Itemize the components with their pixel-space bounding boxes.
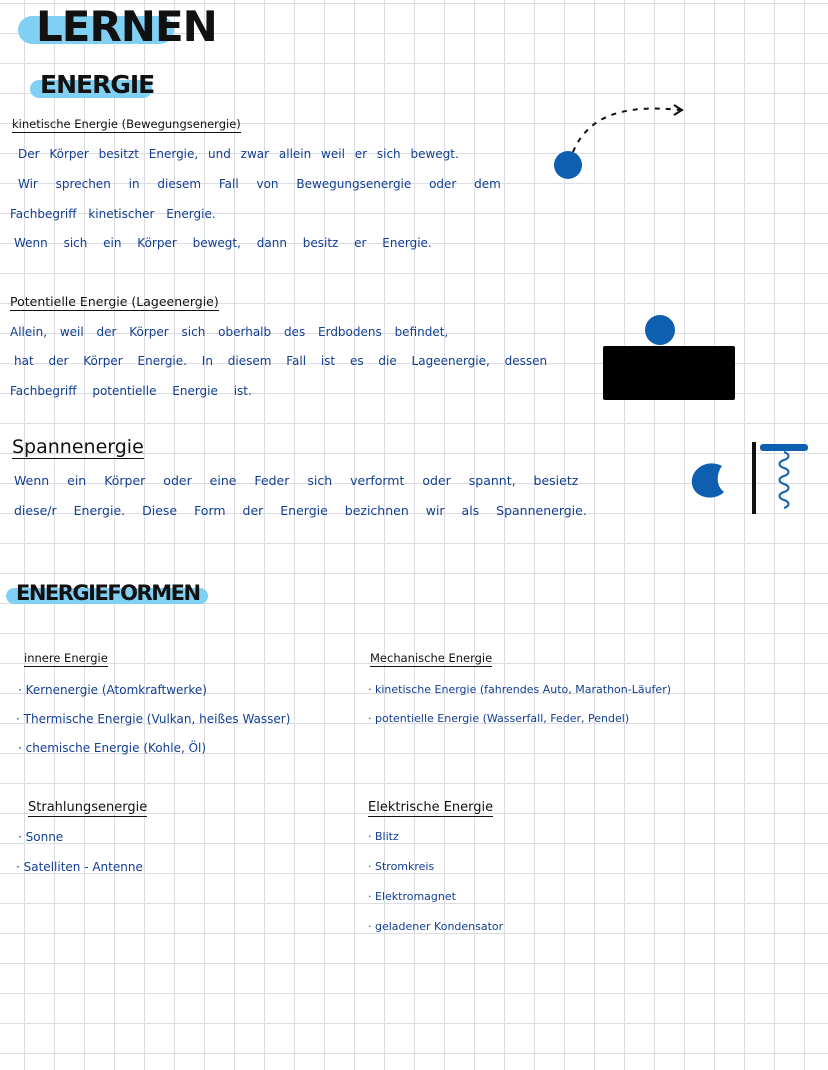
list-item: · Elektromagnet [368, 890, 456, 903]
list-item: · kinetische Energie (fahrendes Auto, Marathon-Läufer) [368, 683, 672, 696]
section-heading-energieformen: ENERGIEFORMEN [16, 581, 200, 605]
kinetic-title: kinetische Energie (Bewegungsenergie) [12, 117, 241, 131]
list-item: · Stromkreis [368, 860, 435, 873]
potential-title: Potentielle Energie (Lageenergie) [10, 294, 219, 309]
electric-energy-title: Elektrische Energie [368, 800, 494, 815]
spring-line: Wenn ein Körper oder eine Feder sich verformt oder spannt, besietz [14, 473, 579, 488]
list-item: · geladener Kondensator [368, 920, 504, 933]
inner-energy-title: innere Energie [24, 651, 108, 665]
kinetic-line: Der Körper besitzt Energie, und zwar allein weil er sich bewegt. [18, 147, 459, 161]
spring-line: diese/r Energie. Diese Form der Energie bezichnen wir als Spannenergie. [14, 503, 587, 518]
potential-line: Fachbegriff potentielle Energie ist. [10, 384, 252, 398]
page-title: LERNEN [36, 2, 217, 51]
potential-line: Allein, weil der Körper sich oberhalb des Erdbodens befindet, [10, 325, 449, 339]
kinetic-line: Wenn sich ein Körper bewegt, dann besitz er Energie. [14, 236, 432, 250]
spring-cap-icon [760, 444, 808, 451]
mechanical-energy-title: Mechanische Energie [370, 651, 493, 665]
compressed-ball-icon [692, 463, 724, 497]
list-item: · Sonne [18, 830, 64, 844]
potential-line: hat der Körper Energie. In diesem Fall ist es die Lageenergie, dessen [14, 354, 548, 368]
spring-coil-icon [780, 452, 789, 508]
kinetic-line: Wir sprechen in diesem Fall von Bewegungsenergie oder dem [18, 177, 501, 191]
ball-icon [645, 315, 675, 345]
block-icon [603, 346, 735, 400]
list-item: · Satelliten - Antenne [16, 860, 143, 874]
list-item: · Thermische Energie (Vulkan, heißes Wasser) [16, 712, 291, 726]
list-item: · Blitz [368, 830, 399, 843]
radiation-energy-title: Strahlungsenergie [28, 800, 148, 815]
kinetic-line: Fachbegriff kinetischer Energie. [10, 207, 216, 221]
ball-icon [554, 151, 582, 179]
ball-on-block-illustration [598, 310, 740, 406]
spring-illustration [686, 436, 816, 524]
spring-title: Spannenergie [12, 436, 144, 458]
list-item: · potentielle Energie (Wasserfall, Feder, Pendel) [368, 712, 630, 725]
section-heading-energie: ENERGIE [40, 70, 155, 99]
list-item: · chemische Energie (Kohle, Öl) [18, 741, 207, 755]
list-item: · Kernenergie (Atomkraftwerke) [18, 683, 207, 697]
moving-ball-illustration [548, 96, 698, 188]
wall-icon [752, 442, 756, 514]
motion-arrow-path [573, 109, 680, 152]
